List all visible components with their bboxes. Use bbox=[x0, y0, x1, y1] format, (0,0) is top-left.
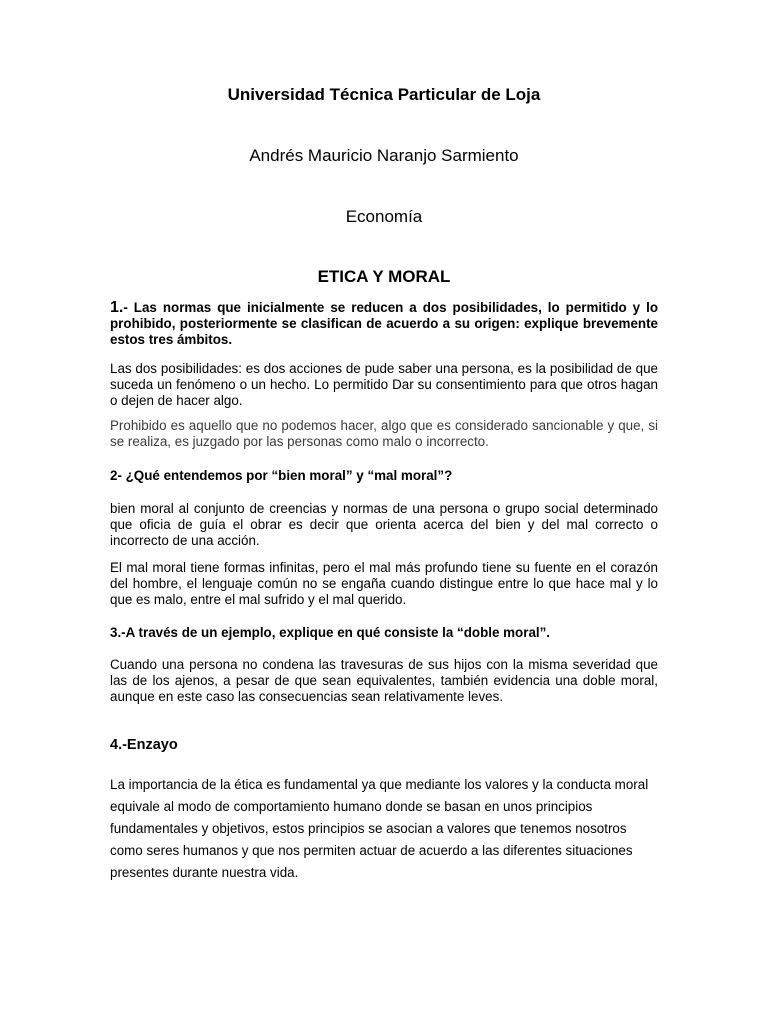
question-1 bbox=[110, 300, 658, 348]
university-name: Universidad Técnica Particular de Loja bbox=[227, 85, 541, 104]
question-4: 4.-Enzayo bbox=[110, 737, 178, 753]
document-title: ETICA Y MORAL bbox=[317, 267, 451, 286]
answer-1-paragraph-2: Prohibido es aquello que no podemos hacer, algo que es considerado sancionable y que, si se realiza, es juzgado por las personas como malo o incorrecto. bbox=[110, 418, 658, 449]
question-1-number: 1. bbox=[110, 299, 124, 316]
answer-4-paragraph-1: La importancia de la ética es fundamental ya que mediante los valores y la conducta moral equivale al modo de comportamiento humano donde se basan en unos principios fundamentales y objetivos, estos principios se asocian a valores que tenemos nosotros como seres humanos y que nos permiten actuar de acuerdo a las diferentes situaciones presentes durante nuestra vida. bbox=[110, 777, 649, 880]
answer-2-paragraph-1: bien moral al conjunto de creencias y normas de una persona o grupo social determinado que oficia de guía el obrar es decir que orienta acerca del bien y del mal correcto o incorrecto de una acción. bbox=[110, 501, 658, 548]
author-name: Andrés Mauricio Naranjo Sarmiento bbox=[249, 146, 519, 165]
question-3: 3.-A través de un ejemplo, explique en qué consiste la “doble moral”. bbox=[110, 625, 551, 640]
answer-2-paragraph-2: El mal moral tiene formas infinitas, pero el mal más profundo tiene su fuente en el corazón del hombre, el lenguaje común no se engaña cuando distingue entre lo que hace mal y lo que es malo, entre el mal sufrido y el mal querido. bbox=[110, 560, 658, 607]
question-1-text: - Las normas que inicialmente se reducen a dos posibilidades, lo permitido y lo prohibido, posteriormente se clasifican de acuerdo a su origen: explique brevemente estos tres ámbitos. bbox=[110, 300, 658, 347]
answer-1-paragraph-1: Las dos posibilidades: es dos acciones de pude saber una persona, es la posibilidad de que suceda un fenómeno o un hecho. Lo permitido Dar su consentimiento para que otros hagan o dejen de hacer algo. bbox=[110, 361, 658, 408]
question-2: 2- ¿Qué entendemos por “bien moral” y “mal moral”? bbox=[110, 468, 453, 483]
answer-3-paragraph-1: Cuando una persona no condena las travesuras de sus hijos con la misma severidad que las de los ajenos, a pesar de que sean equivalentes, también evidencia una doble moral, aunque en este caso las consecuencias sean relativamente leves. bbox=[110, 657, 658, 704]
subject-name: Economía bbox=[345, 207, 423, 226]
